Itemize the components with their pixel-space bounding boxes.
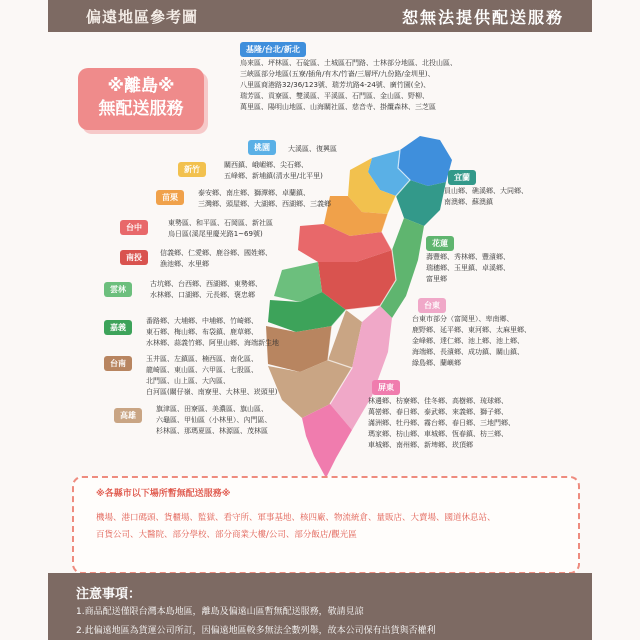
region-label-hualien: 花蓮 <box>426 236 454 251</box>
excluded-places-title: ※各縣市以下場所暫無配送服務※ <box>96 489 231 499</box>
region-label-chiayi: 嘉義 <box>104 320 132 335</box>
region-towns-yunlin: 古坑鄉、台西鄉、西湖鄉、東勢鄉、 水林鄉、口湖鄉、元長鄉、褒忠鄉 <box>150 280 262 299</box>
region-label-nantou: 南投 <box>120 250 148 265</box>
excluded-places-box <box>72 476 580 574</box>
region-towns-yilan: 員山鄉、礁溪鄉、大同鄉、 南澳鄉、蘇澳鎮 <box>444 187 528 206</box>
region-towns-taoyuan: 大溪區、復興區 <box>288 145 337 153</box>
region-towns-north: 烏來區、坪林區、石碇區、土城區石門路、士林部分地區、北投山區、 三峽區部分地區(五寮/插角/有木/竹崙/三層坪/九份路/金圳里)、 八里區商港路32/36/123號、瑞芳坑路4-24號、廣竹園(全)、 瑞芳區、貢寮區、雙溪區、平溪區、石門區、金山區、野柳、 萬里區、陽明山地區、山海關社區、慈音寺、掛纜森林、三芝區 <box>240 59 457 111</box>
region-towns-taitung: 台東市部分（富岡里）、卑南鄉、 鹿野鄉、延平鄉、東河鄉、太麻里鄉、 金峰鄉、達仁鄉、池上鄉、池上鄉、 海端鄉、長濱鄉、成功鎮、關山鎮、 綠島鄉、蘭嶼鄉 <box>412 315 531 367</box>
region-towns-taichung: 東勢區、和平區、石岡區、新社區 烏日區(溪尾里慶光路1~69號) <box>168 219 273 238</box>
region-towns-hsinchu: 關西鎮、峨嵋鄉、尖石鄉、 五峰鄉、新埔鎮(清水里/北平里) <box>224 161 323 180</box>
region-towns-tainan: 玉井區、左鎮區、楠西區、南化區、 龍崎區、東山區、六甲區、七股區、 北門區、山上區、大內區、 白河區(關仔嶺、南寮里、大林里、崁頭里) <box>146 355 278 396</box>
region-towns-miaoli: 泰安鄉、南庄鄉、獅潭鄉、卓蘭鎮、 三灣鄉、頭屋鄉、大湖鄉、西湖鄉、三義鄉 <box>198 189 331 208</box>
notes-panel <box>48 573 592 640</box>
region-towns-pingtung: 林邊鄉、枋寮鄉、佳冬鄉、高樹鄉、琉球鄉、 萬巒鄉、春日鄉、泰武鄉、來義鄉、獅子鄉、 滿洲鄉、牡丹鄉、霧台鄉、春日鄉、三地門鄉、 瑪家鄉、枋山鄉、車城鄉、恆春鎮、枋三鄉、 車城鄉、南州鄉、新埤鄉、崁頂鄉 <box>368 397 515 449</box>
region-label-miaoli: 苗栗 <box>156 190 184 205</box>
region-label-kaohsiung: 高雄 <box>114 408 142 423</box>
region-towns-nantou: 信義鄉、仁愛鄉、鹿谷鄉、國姓鄉、 漁池鄉、水里鄉 <box>160 249 272 268</box>
excluded-places-list: 機場、港口碼頭、貨櫃場、監獄、看守所、軍事基地、核四廠、物流統倉、量販店、大賣場、國道休息站、 百貨公司、大醫院、部分學校、部分商業大樓/公司、部分飯店/觀光區 <box>96 513 496 540</box>
notes-title: 注意事項： <box>76 587 142 602</box>
note-item-1: 1.商品配送僅限台灣本島地區，離島及偏遠山區暫無配送服務，敬請見諒 <box>76 607 364 617</box>
region-towns-chiayi: 番路鄉、大埔鄉、中埔鄉、竹崎鄉、 東石鄉、梅山鄉、布袋鎮、鹿草鄉、 水林鄉、蒜義竹鄉、阿里山鄉、海端新生地 <box>146 317 279 347</box>
island-notice-line1: ※離島※ <box>107 76 175 96</box>
region-label-north: 基隆/台北/新北 <box>240 42 306 57</box>
region-label-yilan: 宜蘭 <box>448 170 476 185</box>
region-label-yunlin: 雲林 <box>104 282 132 297</box>
region-towns-kaohsiung: 旗津區、田寮區、美濃區、旗山區、 六龜區、甲仙區（小林里）、內門區、 杉林區、那瑪夏區、林源區、茂林區 <box>156 405 272 435</box>
region-label-hsinchu: 新竹 <box>178 162 206 177</box>
region-label-tainan: 台南 <box>104 356 132 371</box>
region-label-taichung: 台中 <box>120 220 148 235</box>
map-title: 偏遠地區參考圖 <box>86 8 199 26</box>
region-label-pingtung: 屏東 <box>372 380 400 395</box>
region-label-taitung: 台東 <box>418 298 446 313</box>
note-item-2: 2.此偏遠地區為貨運公司所訂，因偏遠地區較多無法全數列舉，故本公司保有出貨與否權利 <box>76 626 436 636</box>
region-towns-hualien: 壽豐鄉、秀林鄉、豐濱鄉、 瑞穗鄉、玉里鎮、卓溪鄉、 富里鄉 <box>426 253 510 283</box>
island-notice-line2: 無配送服務 <box>98 99 184 119</box>
region-label-taoyuan: 桃園 <box>248 140 276 155</box>
no-service-title: 恕無法提供配送服務 <box>401 8 564 27</box>
